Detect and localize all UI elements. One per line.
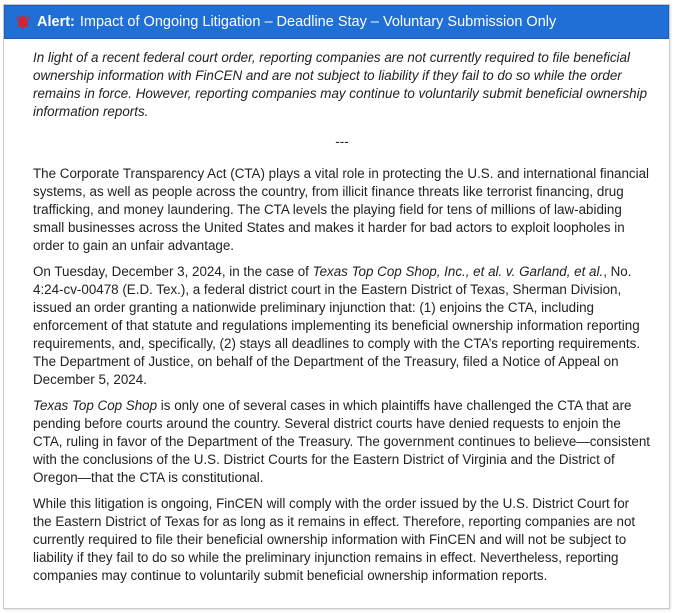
alert-panel (3, 4, 670, 609)
divider: --- (335, 134, 349, 149)
case-name: Texas Top Cop Shop, Inc., et al. v. Garland, et al. (312, 264, 604, 279)
alert-title: Impact of Ongoing Litigation – Deadline Stay – Voluntary Submission Only (79, 14, 557, 30)
alert-label: Alert: (37, 14, 75, 30)
court-order-details: , No. 4:24-cv-00478 (E.D. Tex.), a federal district court in the Eastern District of Texas, Sherman Division, issued an order granting a nationwide preliminary injunction that: (1) enjoins the CTA, including enforcement of that statute and regulations implementing its beneficial ownership information reporting requirements, and, specifically, (2) stays all deadlines to comply with the CTA’s reporting requirements. The Department of Justice, on behalf of the Department of the Treasury, filed a Notice of Appeal on December 5, 2024. (33, 264, 641, 387)
alert-header (4, 5, 669, 39)
intro-paragraph: In light of a recent federal court order, reporting companies are not currently required to file beneficial ownership information with FinCEN and are not subject to liability if they fail to do so while the order remains in force. However, reporting companies may continue to voluntarily submit beneficial ownership information reports. (33, 50, 648, 119)
other-cases-text: is only one of several cases in which plaintiffs have challenged the CTA that are pending before courts around the country. Several district courts have denied requests to enjoin the CTA, ruling in favor of the Department of the Treasury. The government continues to believe—consistent with the conclusions of the U.S. District Courts for the Eastern District of Virginia and the District of Oregon—that the CTA is constitutional. (33, 398, 651, 485)
case-short-name: Texas Top Cop Shop (33, 398, 158, 413)
paragraph-cta-role: The Corporate Transparency Act (CTA) plays a vital role in protecting the U.S. and international financial systems, as well as people across the country, from illicit finance threats like terrorist financing, drug trafficking, and money laundering. The CTA levels the playing field for tens of millions of law-abiding small businesses across the United States and makes it harder for bad actors to exploit loopholes in order to gain an unfair advantage. (33, 166, 650, 253)
court-order-intro: On Tuesday, December 3, 2024, in the case of (33, 264, 313, 279)
paragraph-other-cases (33, 397, 651, 487)
alert-content (4, 39, 669, 585)
bell-icon (15, 14, 31, 30)
paragraph-court-order (33, 263, 651, 389)
paragraph-fincen-compliance: While this litigation is ongoing, FinCEN will comply with the order issued by the U.S. District Court for the Eastern District of Texas for as long as it remains in effect. Therefore, reporting companies are not currently required to file their beneficial ownership information with FinCEN and will not be subject to liability if they fail to do so while the preliminary injunction remains in effect. Nevertheless, reporting companies may continue to voluntarily submit beneficial ownership information reports. (33, 496, 636, 583)
